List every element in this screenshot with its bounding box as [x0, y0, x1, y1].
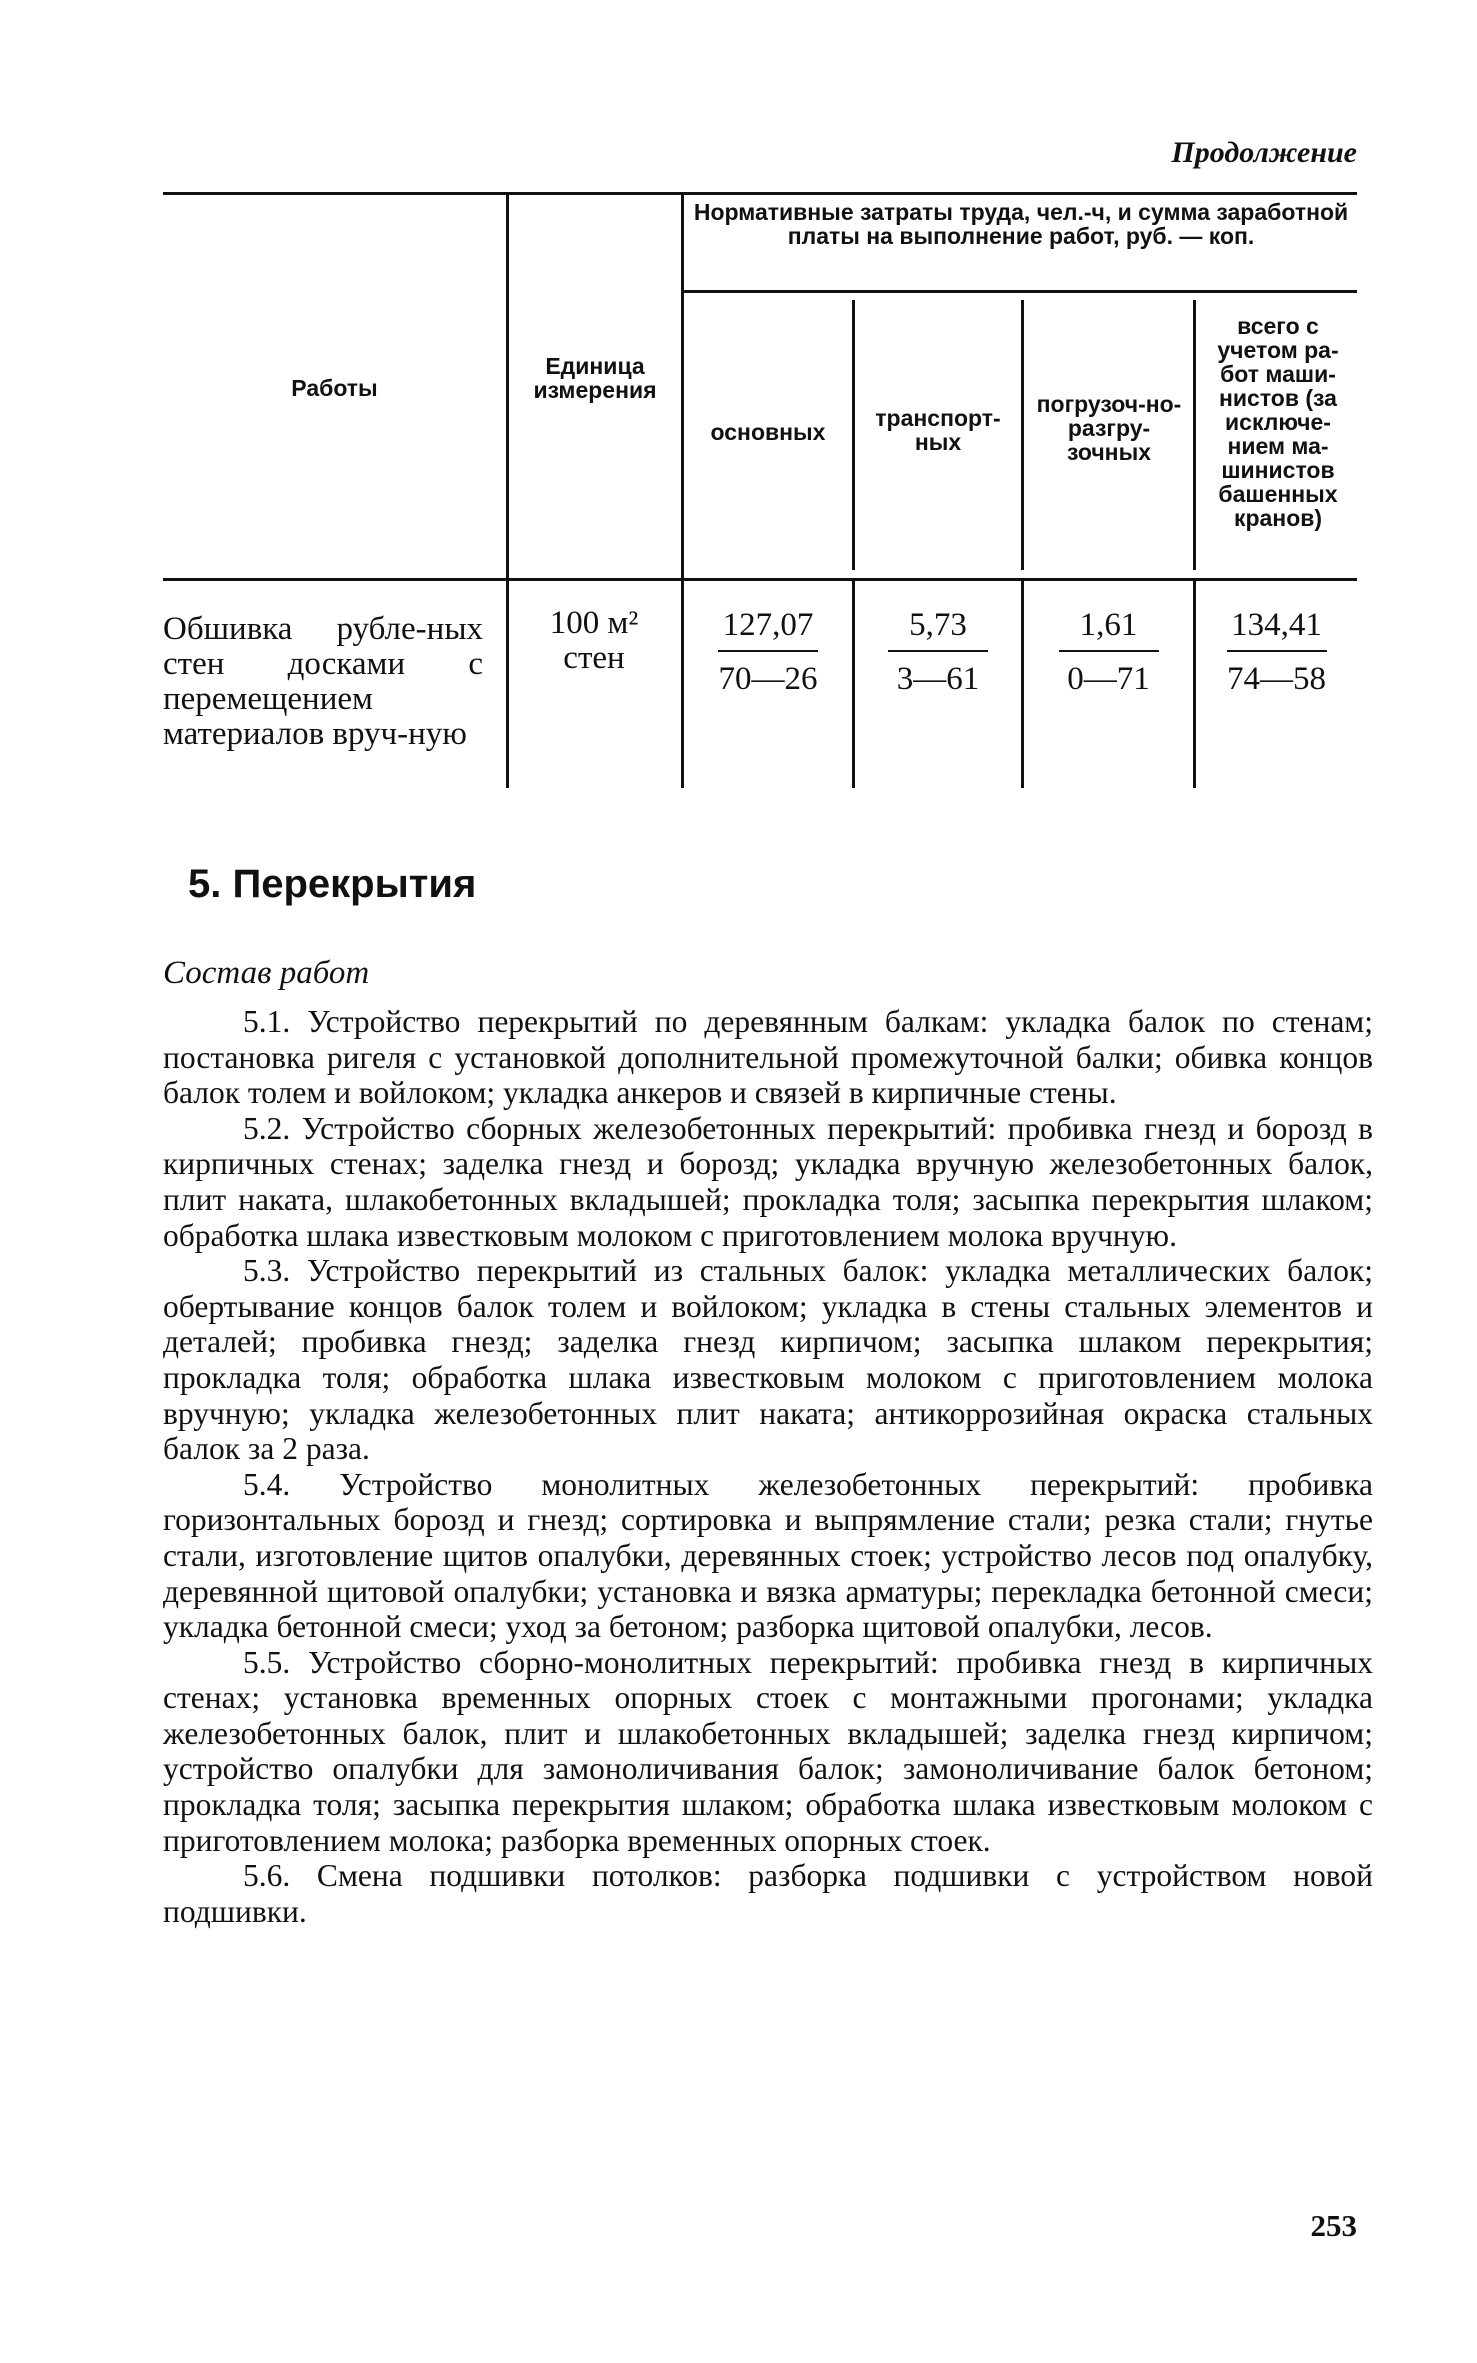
basic-pay: 70—26 [718, 661, 818, 697]
col-divider-2 [681, 192, 684, 788]
header-works: Работы [291, 375, 378, 401]
fraction-bar [1059, 650, 1159, 652]
cell-transport [855, 606, 1021, 698]
loading-pay: 0—71 [1067, 661, 1150, 697]
basic-hours: 127,07 [722, 607, 814, 643]
norms-table [163, 178, 1357, 798]
paragraph-5-4: 5.4. Устройство монолитных железобетонных перекрытий: пробивка горизонтальных борозд и гнезд; сортировка и выпрямление стали; резка стали; гнутье стали, изготовление щитов опалубки, деревянных стоек; устройство лесов под опалубку, деревянной щитовой опалубки; установка и вязка арматуры; перекладка бетонной смеси; укладка бетонной смеси; уход за бетоном; разборка щитовой опалубки, лесов. [163, 1466, 1373, 1645]
paragraph-5-3: 5.3. Устройство перекрытий из стальных балок: укладка металлических балок; обертывание концов балок толем и войлоком; укладка в стены стальных элементов и деталей; пробивка гнезд; заделка гнезд кирпичом; засыпка шлаком перекрытия; прокладка толя; обработка шлака известковым молоком с приготовлением молока вручную; укладка железобетонных плит наката; антикоррозийная окраска стальных балок за 2 раза. [163, 1253, 1373, 1467]
paragraph-5-2: 5.2. Устройство сборных железобетонных перекрытий: пробивка гнезд и борозд в кирпичных стенах; заделка гнезд и борозд; укладка вручную железобетонных балок, плит наката, шлакобетонных вкладышей; прокладка толя; засыпка перекрытия шлаком; обработка шлака известковым молоком с приготовлением молока вручную. [163, 1110, 1373, 1253]
header-transport: транспорт-ных [875, 405, 1001, 455]
section-title: 5. Перекрытия [188, 862, 477, 906]
paragraph-5-5: 5.5. Устройство сборно-монолитных перекрытий: пробивка гнезд в кирпичных стенах; установка временных опорных стоек с монтажными прогонами; укладка железобетонных балок, плит и шлакобетонных вкладышей; заделка гнезд кирпичом; устройство опалубки для замоноличивания балок; замоноличивание балок бетоном; прокладка толя; засыпка перекрытия шлаком; обработка шлака известковым молоком с приготовлением молока; разборка временных опорных стоек. [163, 1644, 1373, 1858]
header-unit: Единица измерения [533, 353, 657, 403]
fraction-bar [888, 650, 988, 652]
col-divider-5 [1193, 300, 1196, 570]
header-basic: основных [710, 419, 826, 445]
header-loading: погрузоч-но-разгру-зочных [1036, 391, 1182, 465]
page-number: 253 [1310, 2208, 1357, 2243]
col-divider-4 [1021, 300, 1024, 570]
table-header-rule [163, 578, 1357, 581]
paragraph-5-6: 5.6. Смена подшивки потолков: разборка подшивки с устройством новой подшивки. [163, 1858, 1373, 1929]
cell-loading [1024, 606, 1193, 698]
table-top-rule [163, 192, 1357, 195]
header-group: Нормативные затраты труда, чел.-ч, и сумма заработной платы на выполнение работ, руб. — коп. [693, 199, 1349, 249]
total-hours: 134,41 [1231, 607, 1322, 643]
fraction-bar [718, 650, 818, 652]
header-total: всего с учетом ра-бот маши-нистов (за исключе-нием ма-шинистов башенных кранов) [1217, 313, 1339, 531]
row-unit: 100 м² стен [549, 605, 639, 676]
fraction-bar [1227, 650, 1327, 652]
paragraph-5-1: 5.1. Устройство перекрытий по деревянным балкам: укладка балок по стенам; постановка ригеля с установкой дополнительной промежуточной балки; обивка концов балок толем и войлоком; укладка анкеров и связей в кирпичные стены. [163, 1004, 1373, 1111]
continuation-label: Продолжение [1171, 136, 1357, 169]
section-subtitle: Состав работ [163, 955, 370, 991]
group-header-rule [683, 290, 1357, 293]
section-body [163, 1004, 1373, 1929]
row-work: Обшивка рубле-ных стен досками с перемещением материалов вруч-ную [163, 611, 483, 752]
transport-hours: 5,73 [909, 607, 967, 643]
col-divider-3 [852, 300, 855, 570]
loading-hours: 1,61 [1079, 607, 1138, 643]
transport-pay: 3—61 [896, 661, 980, 697]
cell-basic [684, 606, 852, 698]
cell-total [1196, 606, 1357, 698]
total-pay: 74—58 [1227, 661, 1326, 697]
col-divider-1 [506, 192, 509, 788]
